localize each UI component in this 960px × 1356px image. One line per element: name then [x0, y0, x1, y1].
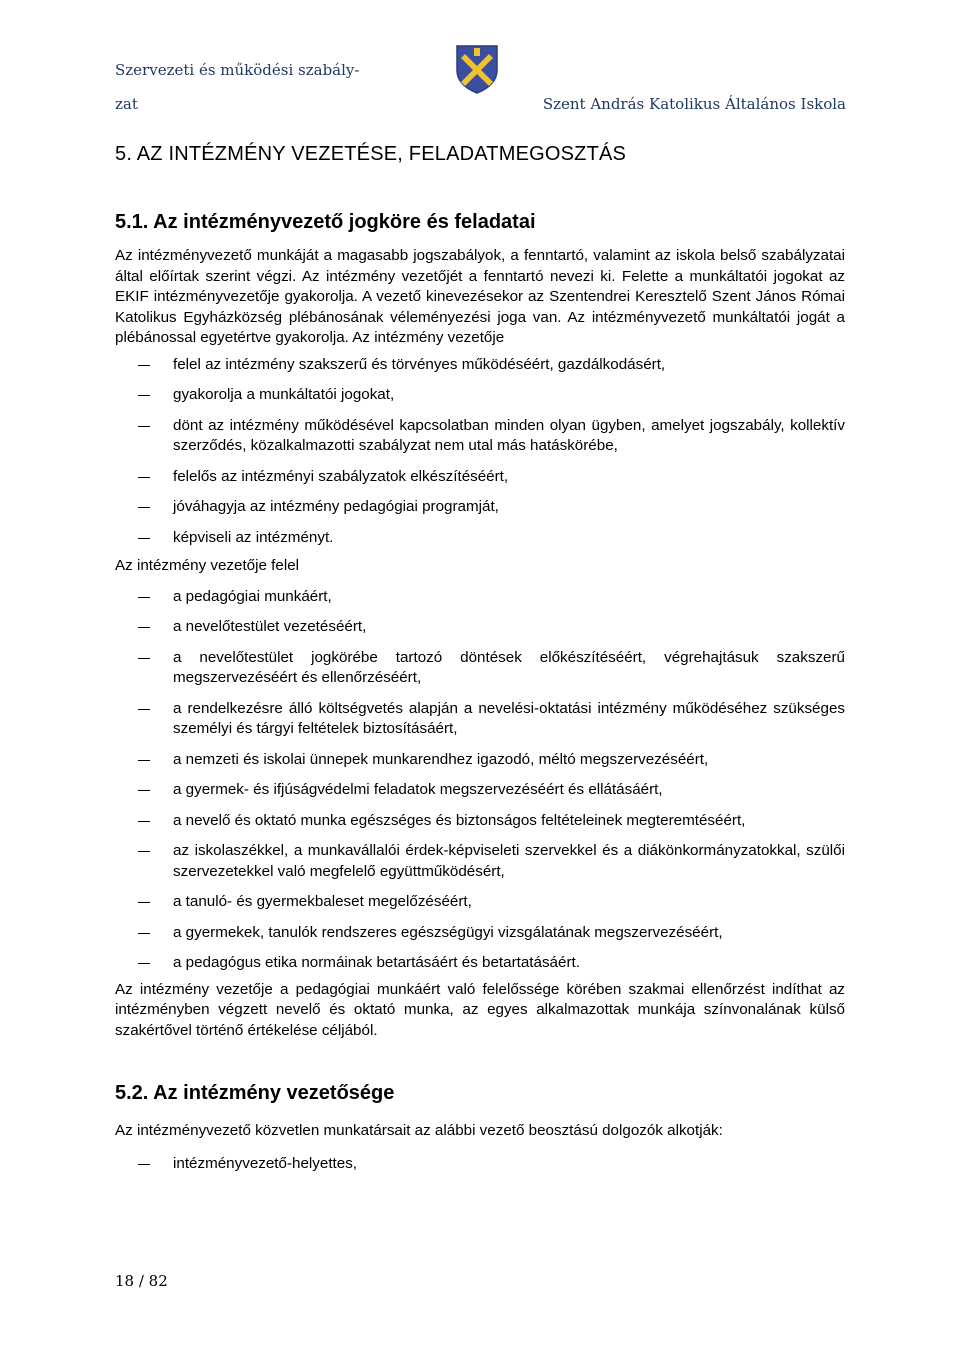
- list-item: intézményvezető-helyettes,: [115, 1154, 845, 1175]
- paragraph: Az intézményvezető közvetlen munkatársait az alábbi vezető beosztású dolgozók alkotják:: [115, 1122, 723, 1139]
- leadership-list: [115, 1154, 845, 1175]
- subsection-heading-5-2: 5.2. Az intézmény vezetősége: [115, 1082, 395, 1104]
- list-item: az iskolaszékkel, a munkavállalói érdek-képviseleti szervekkel és a diákönkormányzatokkal, szülői szervezetekkel való megfelelő együttműködésért,: [115, 841, 845, 882]
- list-item: felel az intézmény szakszerű és törvényes működéséért, gazdálkodásért,: [115, 355, 845, 376]
- list-item: képviseli az intézményt.: [115, 528, 845, 549]
- subsection-heading-5-1: 5.1. Az intézményvezető jogköre és feladatai: [115, 211, 536, 233]
- responsibilities-list: [115, 587, 845, 974]
- list-item: a gyermekek, tanulók rendszeres egészségügyi vizsgálatának megszervezéséért,: [115, 923, 845, 944]
- list-item: a pedagógus etika normáinak betartásáért és betartatásáért.: [115, 953, 845, 974]
- list-item: a nevelőtestület vezetéséért,: [115, 617, 845, 638]
- list-item: a tanuló- és gyermekbaleset megelőzéséért,: [115, 892, 845, 913]
- paragraph: Az intézmény vezetője a pedagógiai munkáért való felelőssége körében szakmai ellenőrzést indíthat az intézményben végzett nevelő és oktató munka, az egyes alkalmazottak munkája színvonalának külső szakértővel történő értékelése céljából.: [115, 980, 845, 1039]
- list-item: jóváhagyja az intézmény pedagógiai programját,: [115, 497, 845, 518]
- header-title-line2: zat: [115, 95, 138, 113]
- duties-list: [115, 355, 845, 549]
- header-title-line1: Szervezeti és működési szabály-: [115, 61, 360, 79]
- paragraph: Az intézményvezető munkáját a magasabb jogszabályok, a fenntartó, valamint az iskola belső szabályzatai által előírtak szerint végzi. Az intézmény vezetőjét a fenntartó nevezi ki. Felette a munkáltatói jogokat az EKIF intézményvezetője gyakorolja. A vezető kinevezésekor az Szentendrei Keresztelő Szent János Római Katolikus Egyházközség plébánosának véleményezési joga van. Az intézményvezető munkáltatói jogát a plébánossal egyetértve gyakorolja. Az intézmény vezetője: [115, 247, 845, 346]
- section-heading: 5. AZ INTÉZMÉNY VEZETÉSE, FELADATMEGOSZTÁS: [115, 143, 627, 165]
- list-item: a nemzeti és iskolai ünnepek munkarendhez igazodó, méltó megszervezéséért,: [115, 750, 845, 771]
- list-item: dönt az intézmény működésével kapcsolatban minden olyan ügyben, amelyet jogszabály, kollektív szerződés, közalkalmazotti szabályzat nem utal más hatáskörébe,: [115, 416, 845, 457]
- list-item: a gyermek- és ifjúságvédelmi feladatok megszervezéséért és ellátásáért,: [115, 780, 845, 801]
- list-item: a nevelő és oktató munka egészséges és biztonságos feltételeinek megteremtéséért,: [115, 811, 845, 832]
- list-item: gyakorolja a munkáltatói jogokat,: [115, 385, 845, 406]
- header-school-name: Szent András Katolikus Általános Iskola: [542, 95, 846, 113]
- page-content: [115, 140, 845, 1184]
- list-item: a nevelőtestület jogkörébe tartozó döntések előkészítéséért, végrehajtásuk szakszerű megszervezéséért és ellenőrzéséért,: [115, 648, 845, 689]
- list-item: a rendelkezésre álló költségvetés alapján a nevelési-oktatási intézmény működéséhez szükséges személyi és tárgyi feltételek biztosításáért,: [115, 699, 845, 740]
- list-item: felelős az intézményi szabályzatok elkészítéséért,: [115, 467, 845, 488]
- page-number: 18 / 82: [115, 1272, 168, 1290]
- list-item: a pedagógiai munkáért,: [115, 587, 845, 608]
- school-crest-icon: [455, 44, 499, 94]
- paragraph: Az intézmény vezetője felel: [115, 557, 300, 574]
